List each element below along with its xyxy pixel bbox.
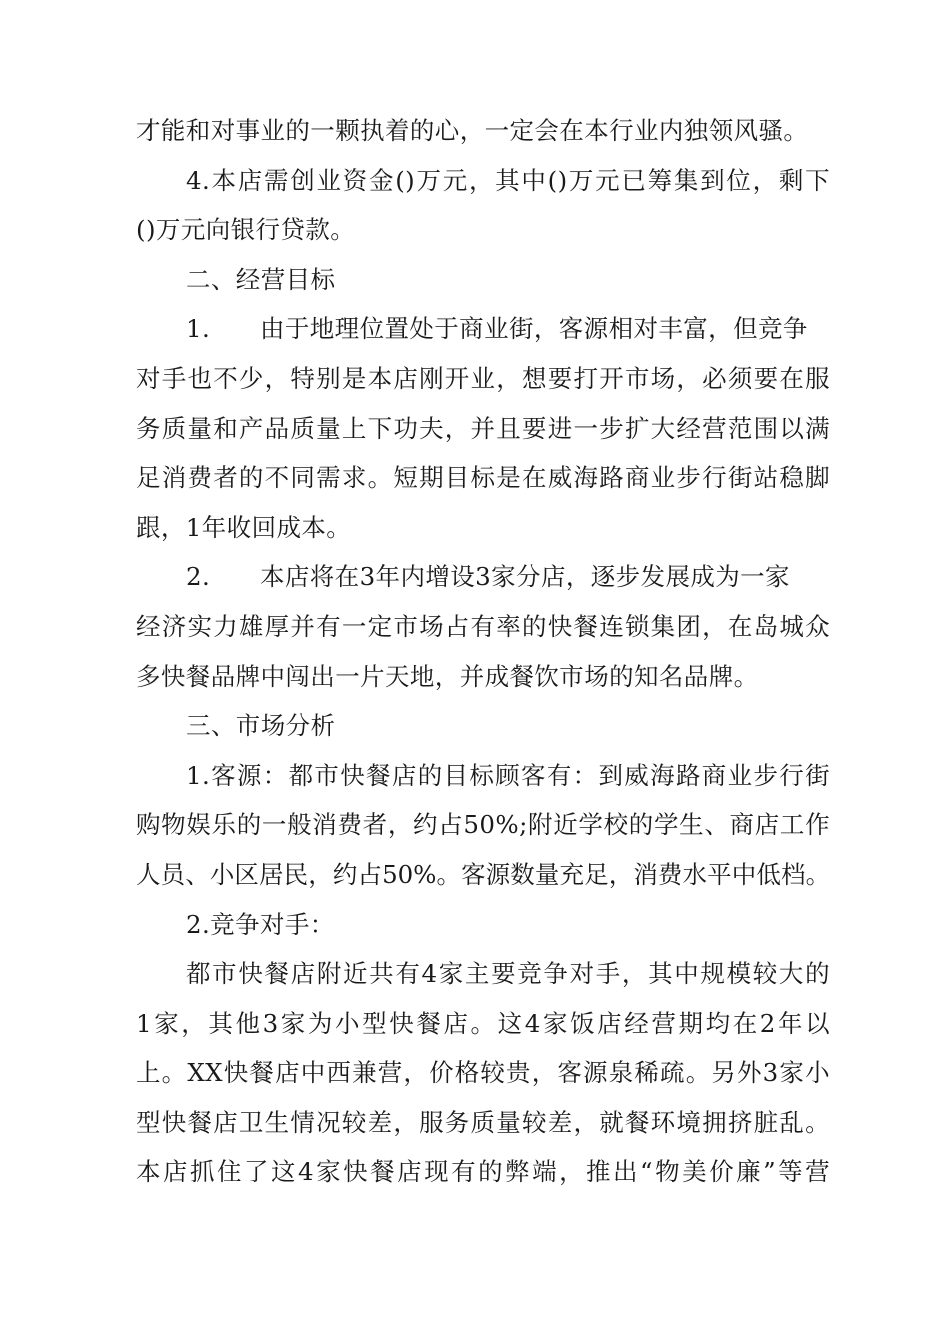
paragraph-line: 2. 本店将在3年内增设3家分店，逐步发展成为一家 <box>186 562 790 592</box>
document-body <box>136 106 830 1197</box>
paragraph-line: 三、市场分析 <box>186 711 336 741</box>
paragraph-line: 2.竞争对手： <box>186 909 335 939</box>
paragraph-line: 购物娱乐的一般消费者，约占50%;附近学校的学生、商店工作 <box>136 810 830 840</box>
paragraph-line: ()万元向银行贷款。 <box>136 215 356 245</box>
paragraph-line: 务质量和产品质量上下功夫，并且要进一步扩大经营范围以满 <box>136 413 830 443</box>
paragraph-line: 足消费者的不同需求。短期目标是在威海路商业步行街站稳脚 <box>136 463 830 493</box>
paragraph-line: 多快餐品牌中闯出一片天地，并成餐饮市场的知名品牌。 <box>136 661 759 691</box>
paragraph-line: 人员、小区居民，约占50%。客源数量充足，消费水平中低档。 <box>136 859 830 889</box>
paragraph-line: 跟，1年收回成本。 <box>136 512 352 542</box>
paragraph-line: 上。XX快餐店中西兼营，价格较贵，客源泉稀疏。另外3家小 <box>136 1058 830 1088</box>
paragraph-line: 1.客源：都市快餐店的目标顾客有：到威海路商业步行街 <box>186 760 830 790</box>
paragraph-line: 对手也不少，特别是本店刚开业，想要打开市场，必须要在服 <box>136 363 830 393</box>
paragraph-line: 二、经营目标 <box>186 264 336 294</box>
paragraph-line: 型快餐店卫生情况较差，服务质量较差，就餐环境拥挤脏乱。 <box>136 1107 830 1137</box>
paragraph-line: 1家，其他3家为小型快餐店。这4家饭店经营期均在2年以 <box>136 1008 830 1038</box>
paragraph-line: 才能和对事业的一颗执着的心，一定会在本行业内独领风骚。 <box>136 116 809 145</box>
paragraph-line: 都市快餐店附近共有4家主要竞争对手，其中规模较大的 <box>186 959 830 989</box>
paragraph-line: 经济实力雄厚并有一定市场占有率的快餐连锁集团，在岛城众 <box>136 611 830 641</box>
paragraph-line: 本店抓住了这4家快餐店现有的弊端，推出“物美价廉”等营 <box>136 1157 830 1187</box>
paragraph-line: 1. 由于地理位置处于商业街，客源相对丰富，但竞争 <box>186 314 808 344</box>
paragraph-line: 4.本店需创业资金()万元，其中()万元已筹集到位，剩下 <box>186 165 830 195</box>
